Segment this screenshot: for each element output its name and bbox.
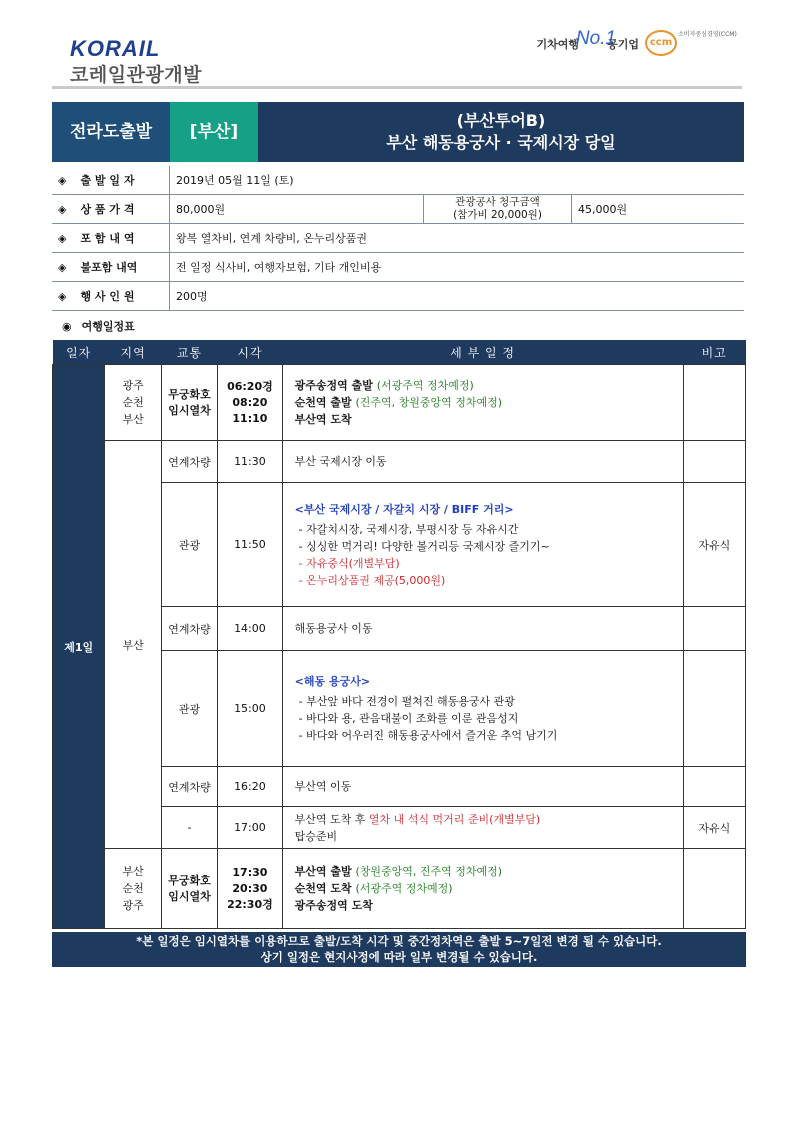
region-cell: 광주 순천 부산 <box>105 365 161 441</box>
detail-cell: 부산 국제시장 이동 <box>282 441 683 483</box>
transport-cell: 무궁화호 임시열차 <box>161 365 217 441</box>
time-cell: 16:20 <box>218 767 282 807</box>
schedule-footnote: *본 일정은 임시열차를 이용하므로 출발/도착 시각 및 중간정차역은 출발 5~7일전 변경 될 수 있습니다. 상기 일정은 현지사정에 따라 일부 변경될 수 있습니다. <box>52 932 746 967</box>
tagline-gong: 공기업 <box>607 38 639 51</box>
note-cell: 자유식 <box>683 807 745 849</box>
tagline-no1: No.1 <box>575 28 616 49</box>
destination-tag: [부산] <box>170 102 258 162</box>
departure-region: 전라도출발 <box>52 102 170 162</box>
transport-cell: - <box>161 807 217 849</box>
excluded-value: 전 일정 식사비, 여행자보험, 기타 개인비용 <box>170 253 745 282</box>
note-cell <box>683 607 745 651</box>
people-value: 200명 <box>170 282 745 311</box>
detail-cell: 해동용궁사 이동 <box>282 607 683 651</box>
col-header-day: 일자 <box>53 340 105 365</box>
col-header-note: 비고 <box>683 340 745 365</box>
info-row-people: ◈ 행 사 인 원 200명 <box>52 282 744 311</box>
tour-title-line2: 부산 해동용궁사 · 국제시장 당일 <box>386 133 616 152</box>
transport-cell: 관광 <box>161 483 217 607</box>
detail-cell: 부산역 출발 (창원중앙역, 진주역 정차예정) 순천역 도착 (서광주역 정차예정) 광주송정역 도착 <box>282 849 683 929</box>
note-cell: 자유식 <box>683 483 745 607</box>
col-header-region: 지역 <box>105 340 161 365</box>
time-cell: 06:20경 08:20 11:10 <box>218 365 282 441</box>
transport-cell: 무궁화호 임시열차 <box>161 849 217 929</box>
time-cell: 14:00 <box>218 607 282 651</box>
day-cell: 제1일 <box>53 365 105 929</box>
claim-value: 45,000원 <box>572 195 745 224</box>
itinerary-heading: ◉ 여행일정표 <box>62 320 135 333</box>
detail-cell: <해동 용궁사> - 부산앞 바다 전경이 펼쳐진 해동용궁사 관광 - 바다와 용, 관음대불이 조화를 이룬 관음성지 - 바다와 어우러진 해동용궁사에서 즐거운 추억 남기기 <box>282 651 683 767</box>
region-cell: 부산 <box>105 441 161 849</box>
detail-cell: 광주송정역 출발 (서광주역 정차예정) 순천역 출발 (진주역, 창원중앙역 정차예정) 부산역 도착 <box>282 365 683 441</box>
info-row-excluded: ◈ 불포함 내역 전 일정 식사비, 여행자보험, 기타 개인비용 <box>52 253 744 282</box>
header-divider <box>52 86 742 89</box>
detail-cell: <부산 국제시장 / 자갈치 시장 / BIFF 거리> - 자갈치시장, 국제시장, 부평시장 등 자유시간 - 싱싱한 먹거리! 다양한 볼거리등 국제시장 즐기기~ - 자유중식(개별부담) - 온누리상품권 제공(5,000원) <box>282 483 683 607</box>
ccm-description: 소비자중심경영(CCM) <box>678 31 737 38</box>
note-cell <box>683 849 745 929</box>
transport-cell: 연계차량 <box>161 767 217 807</box>
included-value: 왕복 열차비, 연계 차량비, 온누리상품권 <box>170 224 745 253</box>
detail-cell: 부산역 이동 <box>282 767 683 807</box>
col-header-transport: 교통 <box>161 340 217 365</box>
tagline-text: 기차여행 <box>536 38 579 51</box>
transport-cell: 연계차량 <box>161 441 217 483</box>
tour-title-line1: (부산투어B) <box>456 111 546 130</box>
schedule-table <box>52 340 746 929</box>
price-value: 80,000원 <box>170 195 424 224</box>
table-row <box>53 849 746 929</box>
date-value: 2019년 05월 11일 (토) <box>170 166 745 195</box>
company-name: 코레일관광개발 <box>70 64 202 86</box>
info-row-included: ◈ 포 함 내 역 왕복 열차비, 연계 차량비, 온누리상품권 <box>52 224 744 253</box>
ccm-logo-icon: ccm <box>645 30 677 56</box>
transport-cell: 관광 <box>161 651 217 767</box>
table-row <box>53 441 746 483</box>
time-cell: 17:00 <box>218 807 282 849</box>
time-cell: 17:30 20:30 22:30경 <box>218 849 282 929</box>
info-row-price: ◈ 상 품 가 격 80,000원 관광공사 청구금액 (참가비 20,000원) 45,000원 <box>52 195 744 224</box>
time-cell: 11:50 <box>218 483 282 607</box>
transport-cell: 연계차량 <box>161 607 217 651</box>
note-cell <box>683 767 745 807</box>
schedule-header-row <box>53 340 746 365</box>
info-table <box>52 166 744 311</box>
info-row-date: ◈ 출 발 일 자 2019년 05월 11일 (토) <box>52 166 744 195</box>
time-cell: 11:30 <box>218 441 282 483</box>
col-header-detail: 세 부 일 정 <box>282 340 683 365</box>
korail-logo: KORAIL <box>70 36 161 61</box>
note-cell <box>683 365 745 441</box>
note-cell <box>683 651 745 767</box>
tour-title <box>258 102 744 162</box>
note-cell <box>683 441 745 483</box>
time-cell: 15:00 <box>218 651 282 767</box>
detail-cell: 부산역 도착 후 열차 내 석식 먹거리 준비(개별부담) 탑승준비 <box>282 807 683 849</box>
region-cell: 부산 순천 광주 <box>105 849 161 929</box>
claim-label: 관광공사 청구금액 (참가비 20,000원) <box>424 195 572 224</box>
table-row <box>53 365 746 441</box>
col-header-time: 시각 <box>218 340 282 365</box>
